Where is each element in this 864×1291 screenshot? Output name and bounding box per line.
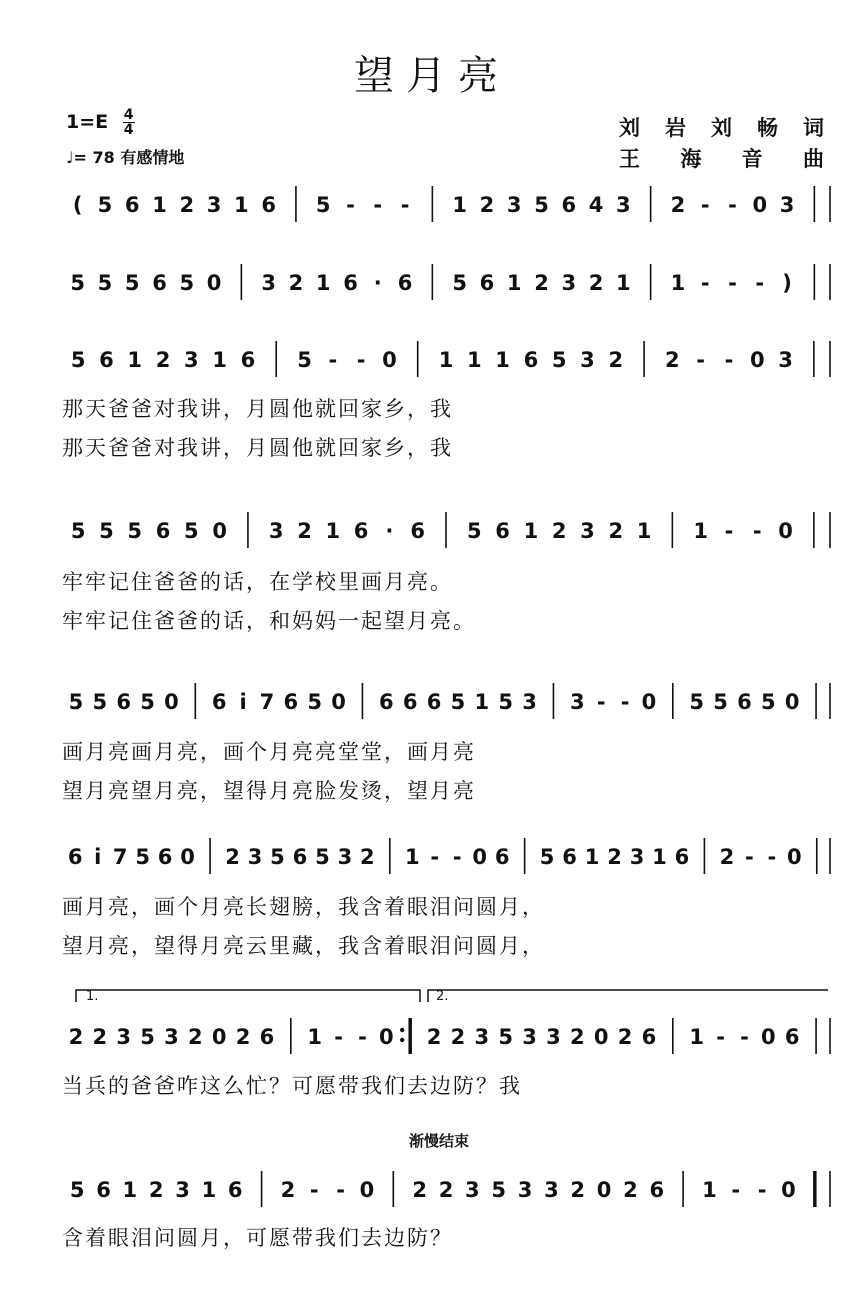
note: 6 xyxy=(641,1025,657,1049)
lyric-verse2-b: 牢牢记住爸爸的话，和妈妈一起望月亮。 xyxy=(62,609,476,633)
note: 5 xyxy=(498,1025,513,1049)
lyricist-credit: 刘岩刘畅词 xyxy=(619,116,824,140)
note: 1 xyxy=(152,193,167,217)
note: 5 xyxy=(184,519,199,543)
note: 3 xyxy=(116,1025,131,1049)
note: 1 xyxy=(702,1178,717,1202)
note: 2 xyxy=(92,1025,108,1049)
note: 2 xyxy=(588,271,604,295)
note: 5 xyxy=(534,193,549,217)
note: 5 xyxy=(140,1025,155,1049)
note: 0 xyxy=(778,519,793,543)
note: 6 xyxy=(211,690,227,714)
repeat-dot xyxy=(400,1038,404,1042)
note: 6 xyxy=(155,519,171,543)
note: - xyxy=(334,1025,343,1049)
note: 3 xyxy=(522,1025,537,1049)
note: 3 xyxy=(247,845,263,869)
note: 0 xyxy=(212,519,227,543)
note: 2 xyxy=(450,1025,466,1049)
note: 0 xyxy=(359,1178,375,1202)
note: 3 xyxy=(206,193,222,217)
note: 2 xyxy=(148,1178,164,1202)
note: 5 xyxy=(99,519,114,543)
note: 6 xyxy=(523,348,539,372)
note: 2 xyxy=(297,519,312,543)
note: i xyxy=(94,845,102,869)
note: 1 xyxy=(689,1025,704,1049)
note: 0 xyxy=(761,1025,776,1049)
note: - xyxy=(716,1025,725,1049)
note: 6 xyxy=(410,519,426,543)
note: 5 xyxy=(551,348,567,372)
note: 0 xyxy=(379,1025,394,1049)
note: - xyxy=(336,1178,345,1202)
note: · xyxy=(385,519,394,543)
note: 1 xyxy=(122,1178,138,1202)
note: 6 xyxy=(784,1025,800,1049)
note: 1 xyxy=(438,348,454,372)
note: 5 xyxy=(92,690,108,714)
expression-marking: 渐慢结束 xyxy=(409,1132,470,1150)
note: 2 xyxy=(719,845,735,869)
note: 2 xyxy=(534,271,549,295)
note: - xyxy=(452,845,462,869)
note: 3 xyxy=(164,1025,179,1049)
note: 2 xyxy=(155,348,171,372)
note: 1 xyxy=(693,519,708,543)
note: 3 xyxy=(175,1178,190,1202)
note: 0 xyxy=(593,1025,609,1049)
note: 6 xyxy=(737,690,752,714)
note: 6 xyxy=(649,1178,665,1202)
note: 0 xyxy=(786,845,802,869)
note: 2 xyxy=(670,193,686,217)
composer-credit: 王海音曲 xyxy=(619,147,824,171)
note: 1 xyxy=(584,845,600,869)
note: 0 xyxy=(211,1025,227,1049)
note: 5 xyxy=(539,845,555,869)
note: · xyxy=(373,271,382,295)
note: 3 xyxy=(268,519,284,543)
note: 6 xyxy=(674,845,690,869)
note: 6 xyxy=(479,271,495,295)
note: 4 xyxy=(588,193,604,217)
note: 6 xyxy=(426,690,442,714)
note: 5 xyxy=(297,348,312,372)
note: 3 xyxy=(544,1178,559,1202)
note: - xyxy=(373,193,383,217)
note: - xyxy=(596,690,606,714)
lyric-ending-1: 当兵的爸爸咋这么忙？可愿带我们去边防？我 xyxy=(62,1074,522,1098)
note: 0 xyxy=(596,1178,612,1202)
note: - xyxy=(400,193,410,217)
note: 3 xyxy=(465,1178,480,1202)
note: 5 xyxy=(70,271,85,295)
note: 6 xyxy=(157,845,173,869)
volta-second-label: 2. xyxy=(436,989,449,1004)
note: 2 xyxy=(607,845,622,869)
note: 1 xyxy=(670,271,686,295)
note: 5 xyxy=(135,845,150,869)
note: 5 xyxy=(140,690,155,714)
note: 2 xyxy=(608,348,624,372)
note: 0 xyxy=(749,348,765,372)
note: 2 xyxy=(608,519,624,543)
note: 1 xyxy=(506,271,522,295)
time-signature-bottom: 4 xyxy=(123,122,134,138)
note: 2 xyxy=(551,519,567,543)
note: - xyxy=(731,1178,741,1202)
note: - xyxy=(728,193,737,217)
note: 3 xyxy=(570,690,585,714)
note: 0 xyxy=(781,1178,796,1202)
note: - xyxy=(328,348,338,372)
note: 1 xyxy=(307,1025,322,1049)
note: 6 xyxy=(561,193,577,217)
note: 3 xyxy=(522,690,537,714)
note: 3 xyxy=(561,271,577,295)
note: 5 xyxy=(307,690,322,714)
note: 5 xyxy=(713,690,728,714)
note: 6 xyxy=(124,193,140,217)
note: 2 xyxy=(617,1025,633,1049)
note: 0 xyxy=(331,690,346,714)
note: - xyxy=(358,1025,367,1049)
note: 5 xyxy=(70,519,86,543)
note: 0 xyxy=(164,690,179,714)
note: - xyxy=(755,271,765,295)
note: 1 xyxy=(234,193,249,217)
note: - xyxy=(696,348,706,372)
note: 6 xyxy=(283,690,299,714)
note: 1 xyxy=(325,519,341,543)
note: 0 xyxy=(180,845,195,869)
note: 2 xyxy=(665,348,680,372)
volta-first-label: 1. xyxy=(86,989,99,1004)
note: 1 xyxy=(201,1178,217,1202)
note: ( xyxy=(72,193,83,217)
note: 3 xyxy=(261,271,276,295)
lyric-verse2-a: 牢牢记住爸爸的话，在学校里画月亮。 xyxy=(62,570,453,594)
note: - xyxy=(356,348,366,372)
note: - xyxy=(309,1178,319,1202)
note: 5 xyxy=(69,1178,85,1202)
note: 2 xyxy=(225,845,240,869)
note: 7 xyxy=(112,845,128,869)
note: 2 xyxy=(360,845,375,869)
note: 0 xyxy=(752,193,768,217)
note: 6 xyxy=(292,845,308,869)
note: 6 xyxy=(402,690,418,714)
note: - xyxy=(700,271,710,295)
note: 1 xyxy=(474,690,490,714)
note: 2 xyxy=(479,193,495,217)
note: 1 xyxy=(452,193,467,217)
note: 1 xyxy=(212,348,227,372)
note: 3 xyxy=(506,193,522,217)
note: 6 xyxy=(353,519,369,543)
note: 5 xyxy=(127,519,143,543)
note: 1 xyxy=(315,271,331,295)
note: 3 xyxy=(337,845,353,869)
lyric-chorus2-b: 望月亮，望得月亮云里藏，我含着眼泪问圆月， xyxy=(62,934,545,958)
time-signature-top: 4 xyxy=(123,107,134,123)
note: 1 xyxy=(523,519,539,543)
note: - xyxy=(728,271,737,295)
note: 5 xyxy=(689,690,704,714)
note: 6 xyxy=(96,1178,111,1202)
note: 6 xyxy=(379,690,394,714)
note: 2 xyxy=(68,1025,84,1049)
note: 3 xyxy=(474,1025,490,1049)
note: 0 xyxy=(641,690,657,714)
key-label: 1=E xyxy=(66,111,109,133)
note: i xyxy=(239,690,247,714)
note: 5 xyxy=(97,271,113,295)
note: 3 xyxy=(629,845,645,869)
note: 5 xyxy=(491,1178,507,1202)
note: 1 xyxy=(636,519,652,543)
note: 6 xyxy=(397,271,413,295)
lyric-chorus2-a: 画月亮，画个月亮长翅膀，我含着眼泪问圆月， xyxy=(62,895,545,919)
note: - xyxy=(700,193,710,217)
note: - xyxy=(620,690,630,714)
note: 0 xyxy=(382,348,397,372)
note: 1 xyxy=(404,845,420,869)
note: 3 xyxy=(616,193,631,217)
lyric-verse1-b: 那天爸爸对我讲，月圆他就回家乡，我 xyxy=(62,436,453,460)
note: 6 xyxy=(343,271,358,295)
note: 5 xyxy=(466,519,482,543)
note: 3 xyxy=(778,348,793,372)
note: 3 xyxy=(580,348,595,372)
note: 5 xyxy=(179,271,195,295)
note: - xyxy=(740,1025,749,1049)
note: 1 xyxy=(652,845,667,869)
lyric-chorus1-a: 画月亮画月亮，画个月亮亮堂堂，画月亮 xyxy=(62,740,476,764)
note: 5 xyxy=(315,193,331,217)
note: 6 xyxy=(227,1178,243,1202)
note: - xyxy=(757,1178,767,1202)
lyric-chorus1-b: 望月亮望月亮，望得月亮脸发烫，望月亮 xyxy=(62,779,476,803)
note: 5 xyxy=(97,193,113,217)
note: 3 xyxy=(779,193,795,217)
note: 5 xyxy=(450,690,466,714)
note: 5 xyxy=(315,845,330,869)
note: 5 xyxy=(70,348,86,372)
note: 2 xyxy=(188,1025,203,1049)
note: 1 xyxy=(495,348,510,372)
song-title: 望月亮 xyxy=(354,53,510,99)
note: 2 xyxy=(623,1178,638,1202)
note: 2 xyxy=(179,193,195,217)
note: 5 xyxy=(498,690,513,714)
note: 1 xyxy=(616,271,631,295)
note: 3 xyxy=(580,519,595,543)
note: 2 xyxy=(570,1025,585,1049)
note: - xyxy=(752,519,762,543)
note: 6 xyxy=(99,348,114,372)
note: - xyxy=(767,845,777,869)
note: 0 xyxy=(206,271,222,295)
note: 1 xyxy=(127,348,143,372)
note: 6 xyxy=(259,1025,275,1049)
score-notation-group xyxy=(68,186,830,1207)
note: 6 xyxy=(495,519,510,543)
note: 5 xyxy=(124,271,140,295)
note: 0 xyxy=(472,845,488,869)
note: 5 xyxy=(270,845,285,869)
note: 2 xyxy=(426,1025,442,1049)
note: 1 xyxy=(466,348,482,372)
note: 6 xyxy=(562,845,577,869)
note: 2 xyxy=(570,1178,586,1202)
note: 3 xyxy=(517,1178,533,1202)
note: - xyxy=(430,845,440,869)
note: 2 xyxy=(412,1178,427,1202)
note: 2 xyxy=(438,1178,454,1202)
note: 2 xyxy=(280,1178,296,1202)
note: 6 xyxy=(494,845,510,869)
note: 5 xyxy=(761,690,776,714)
tempo-marking: ♩= 78 有感情地 xyxy=(66,148,185,167)
note: 5 xyxy=(68,690,84,714)
volta-second-bracket xyxy=(428,990,828,1002)
note: 0 xyxy=(784,690,800,714)
note: - xyxy=(744,845,754,869)
note: 7 xyxy=(259,690,275,714)
note: 2 xyxy=(235,1025,251,1049)
note: 6 xyxy=(261,193,276,217)
note: 3 xyxy=(546,1025,561,1049)
note: 6 xyxy=(240,348,256,372)
repeat-dot xyxy=(400,1028,404,1032)
note: 3 xyxy=(184,348,199,372)
lyric-verse1-a: 那天爸爸对我讲，月圆他就回家乡，我 xyxy=(62,397,453,421)
note: 2 xyxy=(288,271,304,295)
note: 5 xyxy=(452,271,467,295)
volta-first-bracket xyxy=(76,990,420,1002)
note: - xyxy=(346,193,355,217)
note: 6 xyxy=(116,690,131,714)
note: 6 xyxy=(67,845,83,869)
note: ) xyxy=(782,271,792,295)
note: - xyxy=(724,348,734,372)
lyric-ending-2: 含着眼泪问圆月，可愿带我们去边防？ xyxy=(62,1226,453,1250)
note: - xyxy=(724,519,734,543)
note: 6 xyxy=(152,271,167,295)
